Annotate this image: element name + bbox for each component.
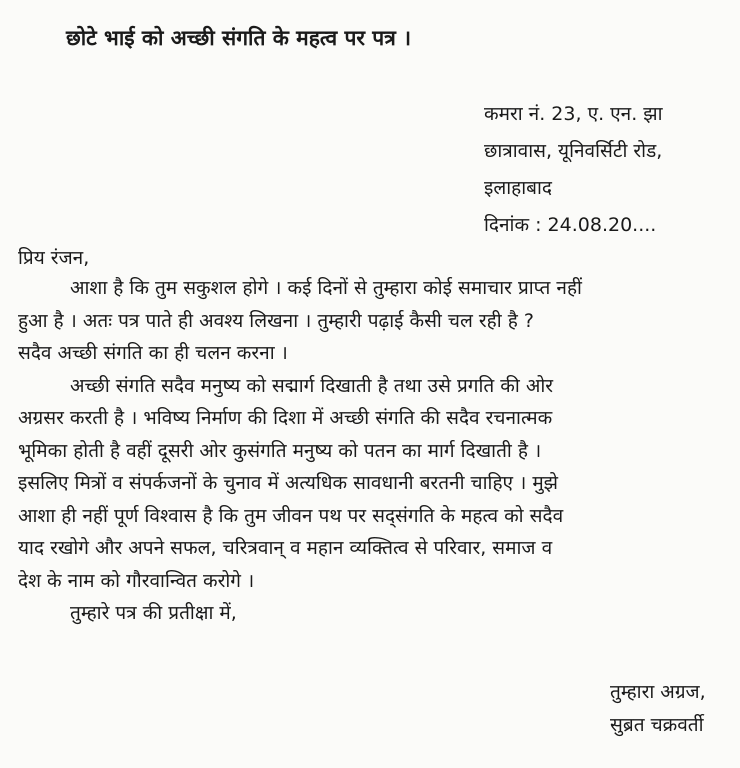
body-line: देश के नाम को गौरवान्वित करोगे ।	[18, 569, 255, 592]
body-line: आशा है कि तुम सकुशल होगे । कई दिनों से तुम्हारा कोई समाचार प्राप्त नहीं	[70, 277, 582, 299]
body-line-closing-remark: तुम्हारे पत्र की प्रतीक्षा में,	[70, 602, 237, 624]
body-line: अच्छी संगति सदैव मनुष्य को सद्मार्ग दिखाती है तथा उसे प्रगति की ओर	[70, 374, 554, 397]
salutation: प्रिय रंजन,	[18, 247, 90, 269]
body-line: हुआ है । अतः पत्र पाते ही अवश्य लिखना । तुम्हारी पढ़ाई कैसी चल रही है ?	[18, 309, 534, 332]
letter-body	[18, 272, 724, 630]
signature-name: सुब्रत चक्रवर्ती	[610, 714, 704, 736]
letter-date: दिनांक : 24.08.20....	[484, 214, 657, 236]
body-line: याद रखोगे और अपने सफल, चरित्रवान् व महान व्यक्तित्व से परिवार, समाज व	[18, 537, 553, 559]
address-line-city: इलाहाबाद	[484, 177, 553, 199]
body-line: इसलिए मित्रों व संपर्कजनों के चुनाव में अत्यधिक सावधानी बरतनी चाहिए । मुझे	[18, 472, 559, 494]
body-line: भूमिका होती है वहीं दूसरी ओर कुसंगति मनुष्य को पतन का मार्ग दिखाती है ।	[18, 439, 542, 462]
body-line: अग्रसर करती है । भविष्य निर्माण की दिशा में अच्छी संगति की सदैव रचनात्मक	[18, 407, 553, 429]
address-line-hostel: छात्रावास, यूनिवर्सिटी रोड,	[484, 140, 663, 162]
body-line: सदैव अच्छी संगति का ही चलन करना ।	[18, 342, 288, 364]
sender-address	[484, 96, 663, 244]
body-line: आशा ही नहीं पूर्ण विश्वास है कि तुम जीवन पथ पर सद्संगति के महत्व को सदैव	[18, 504, 564, 527]
closing-relation: तुम्हारा अग्रज,	[610, 681, 706, 703]
letter-title: छोटे भाई को अच्छी संगति के महत्व पर पत्र ।	[66, 26, 412, 50]
letter-closing	[610, 676, 730, 742]
address-line-room: कमरा नं. 23, ए. एन. झा	[484, 103, 663, 125]
